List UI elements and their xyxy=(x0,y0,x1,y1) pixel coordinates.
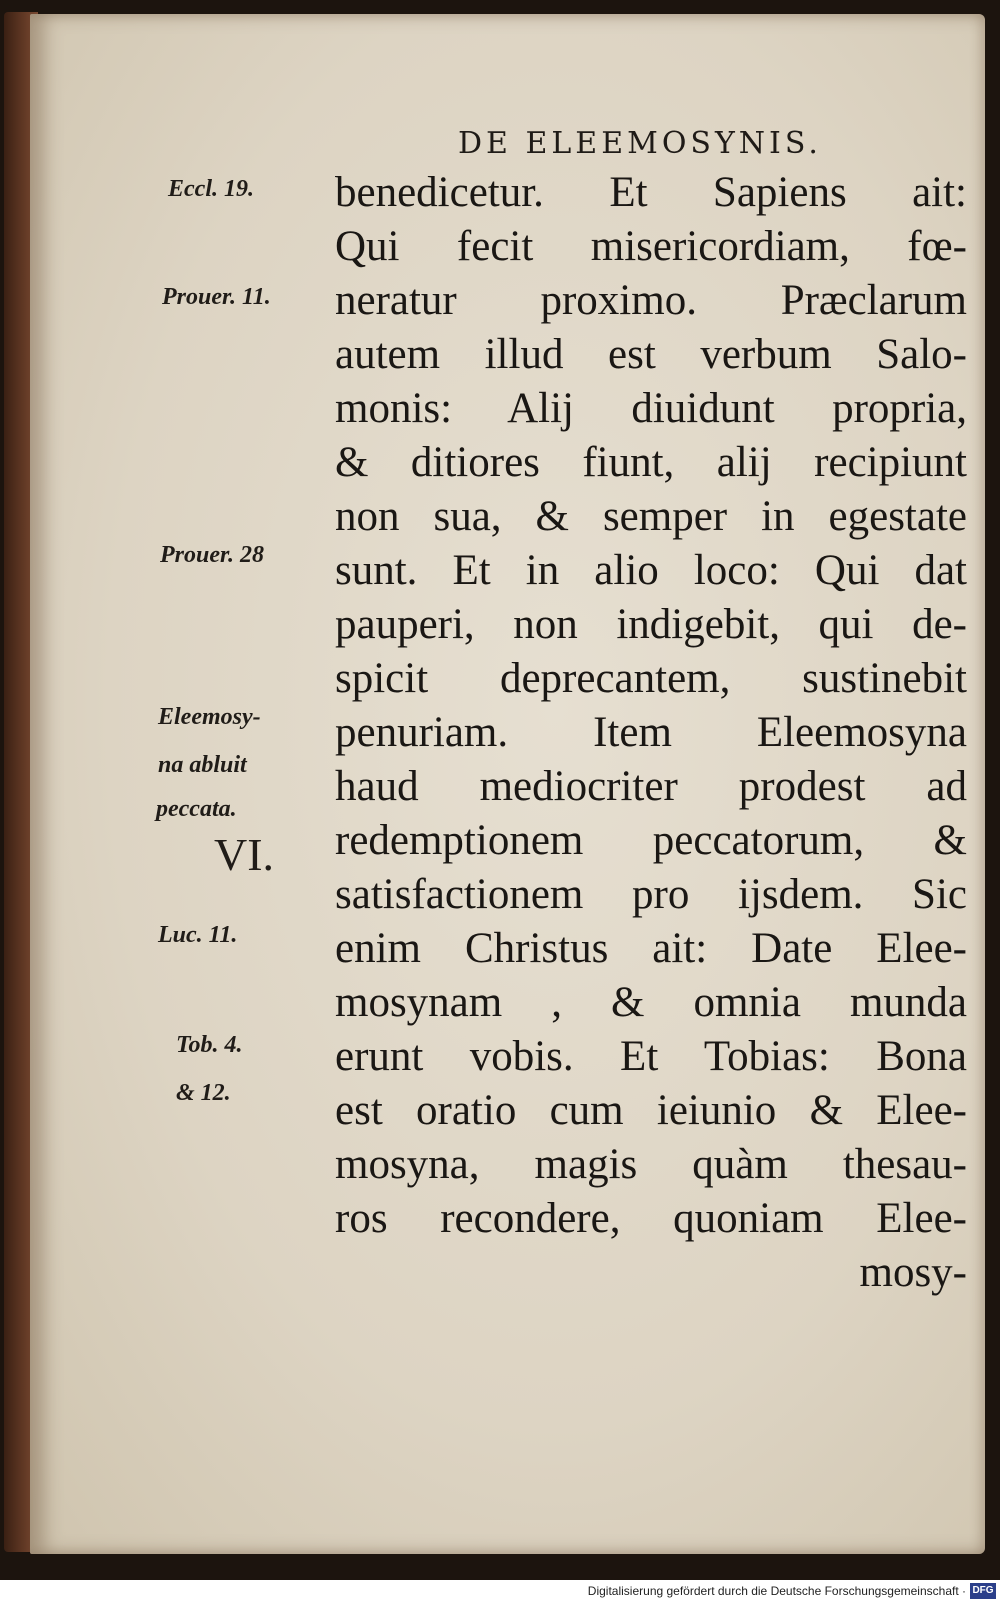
margin-note-prouer-28: Prouer. 28 xyxy=(160,542,265,568)
text-line: mosynam , & omnia munda xyxy=(335,979,967,1026)
text-line: Qui fecit misericordiam, fœ- xyxy=(335,223,967,270)
running-head: DE ELEEMOSYNIS. xyxy=(458,126,822,161)
body-text xyxy=(335,166,967,1300)
text-line: penuriam. Item Eleemosyna xyxy=(335,709,967,756)
margin-note-eleemosyna-line2: na abluit xyxy=(158,752,247,778)
text-line: neratur proximo. Præclarum xyxy=(335,277,967,324)
text-line: enim Christus ait: Date Elee- xyxy=(335,925,967,972)
section-number: VI. xyxy=(214,829,275,880)
dfg-logo: DFG xyxy=(970,1583,996,1599)
margin-note-tob: Tob. 4. xyxy=(176,1032,243,1058)
margin-note-eccl: Eccl. 19. xyxy=(168,176,254,202)
book-page xyxy=(30,14,985,1554)
text-line: est oratio cum ieiunio & Elee- xyxy=(335,1087,967,1134)
catchword: mosy- xyxy=(859,1249,967,1296)
margin-note-eleemosyna-line1: Eleemosy- xyxy=(158,704,261,730)
text-line: monis: Alij diuidunt propria, xyxy=(335,385,967,432)
text-line: non sua, & semper in egestate xyxy=(335,493,967,540)
margin-note-prouer-11: Prouer. 11. xyxy=(162,284,271,310)
text-line: redemptionem peccatorum, & xyxy=(335,817,967,864)
funding-credit: Digitalisierung gefördert durch die Deutsche Forschungsgemeinschaft · xyxy=(587,1584,966,1598)
text-line: satisfactionem pro ijsdem. Sic xyxy=(335,871,967,918)
text-line: spicit deprecantem, sustinebit xyxy=(335,655,967,702)
text-line: haud mediocriter prodest ad xyxy=(335,763,967,810)
text-line: ros recondere, quoniam Elee- xyxy=(335,1195,967,1242)
text-line: sunt. Et in alio loco: Qui dat xyxy=(335,547,967,594)
digitization-footer xyxy=(0,1580,1000,1603)
text-line: pauperi, non indigebit, qui de- xyxy=(335,601,967,648)
text-line: & ditiores fiunt, alij recipiunt xyxy=(335,439,967,486)
text-line: autem illud est verbum Salo- xyxy=(335,331,967,378)
margin-note-luc: Luc. 11. xyxy=(158,922,238,948)
text-line: mosyna, magis quàm thesau- xyxy=(335,1141,967,1188)
margin-note-eleemosyna-line3: peccata. xyxy=(156,796,237,822)
margin-note-tob-12: & 12. xyxy=(176,1080,231,1106)
text-line: benedicetur. Et Sapiens ait: xyxy=(335,169,967,216)
text-line: erunt vobis. Et Tobias: Bona xyxy=(335,1033,967,1080)
